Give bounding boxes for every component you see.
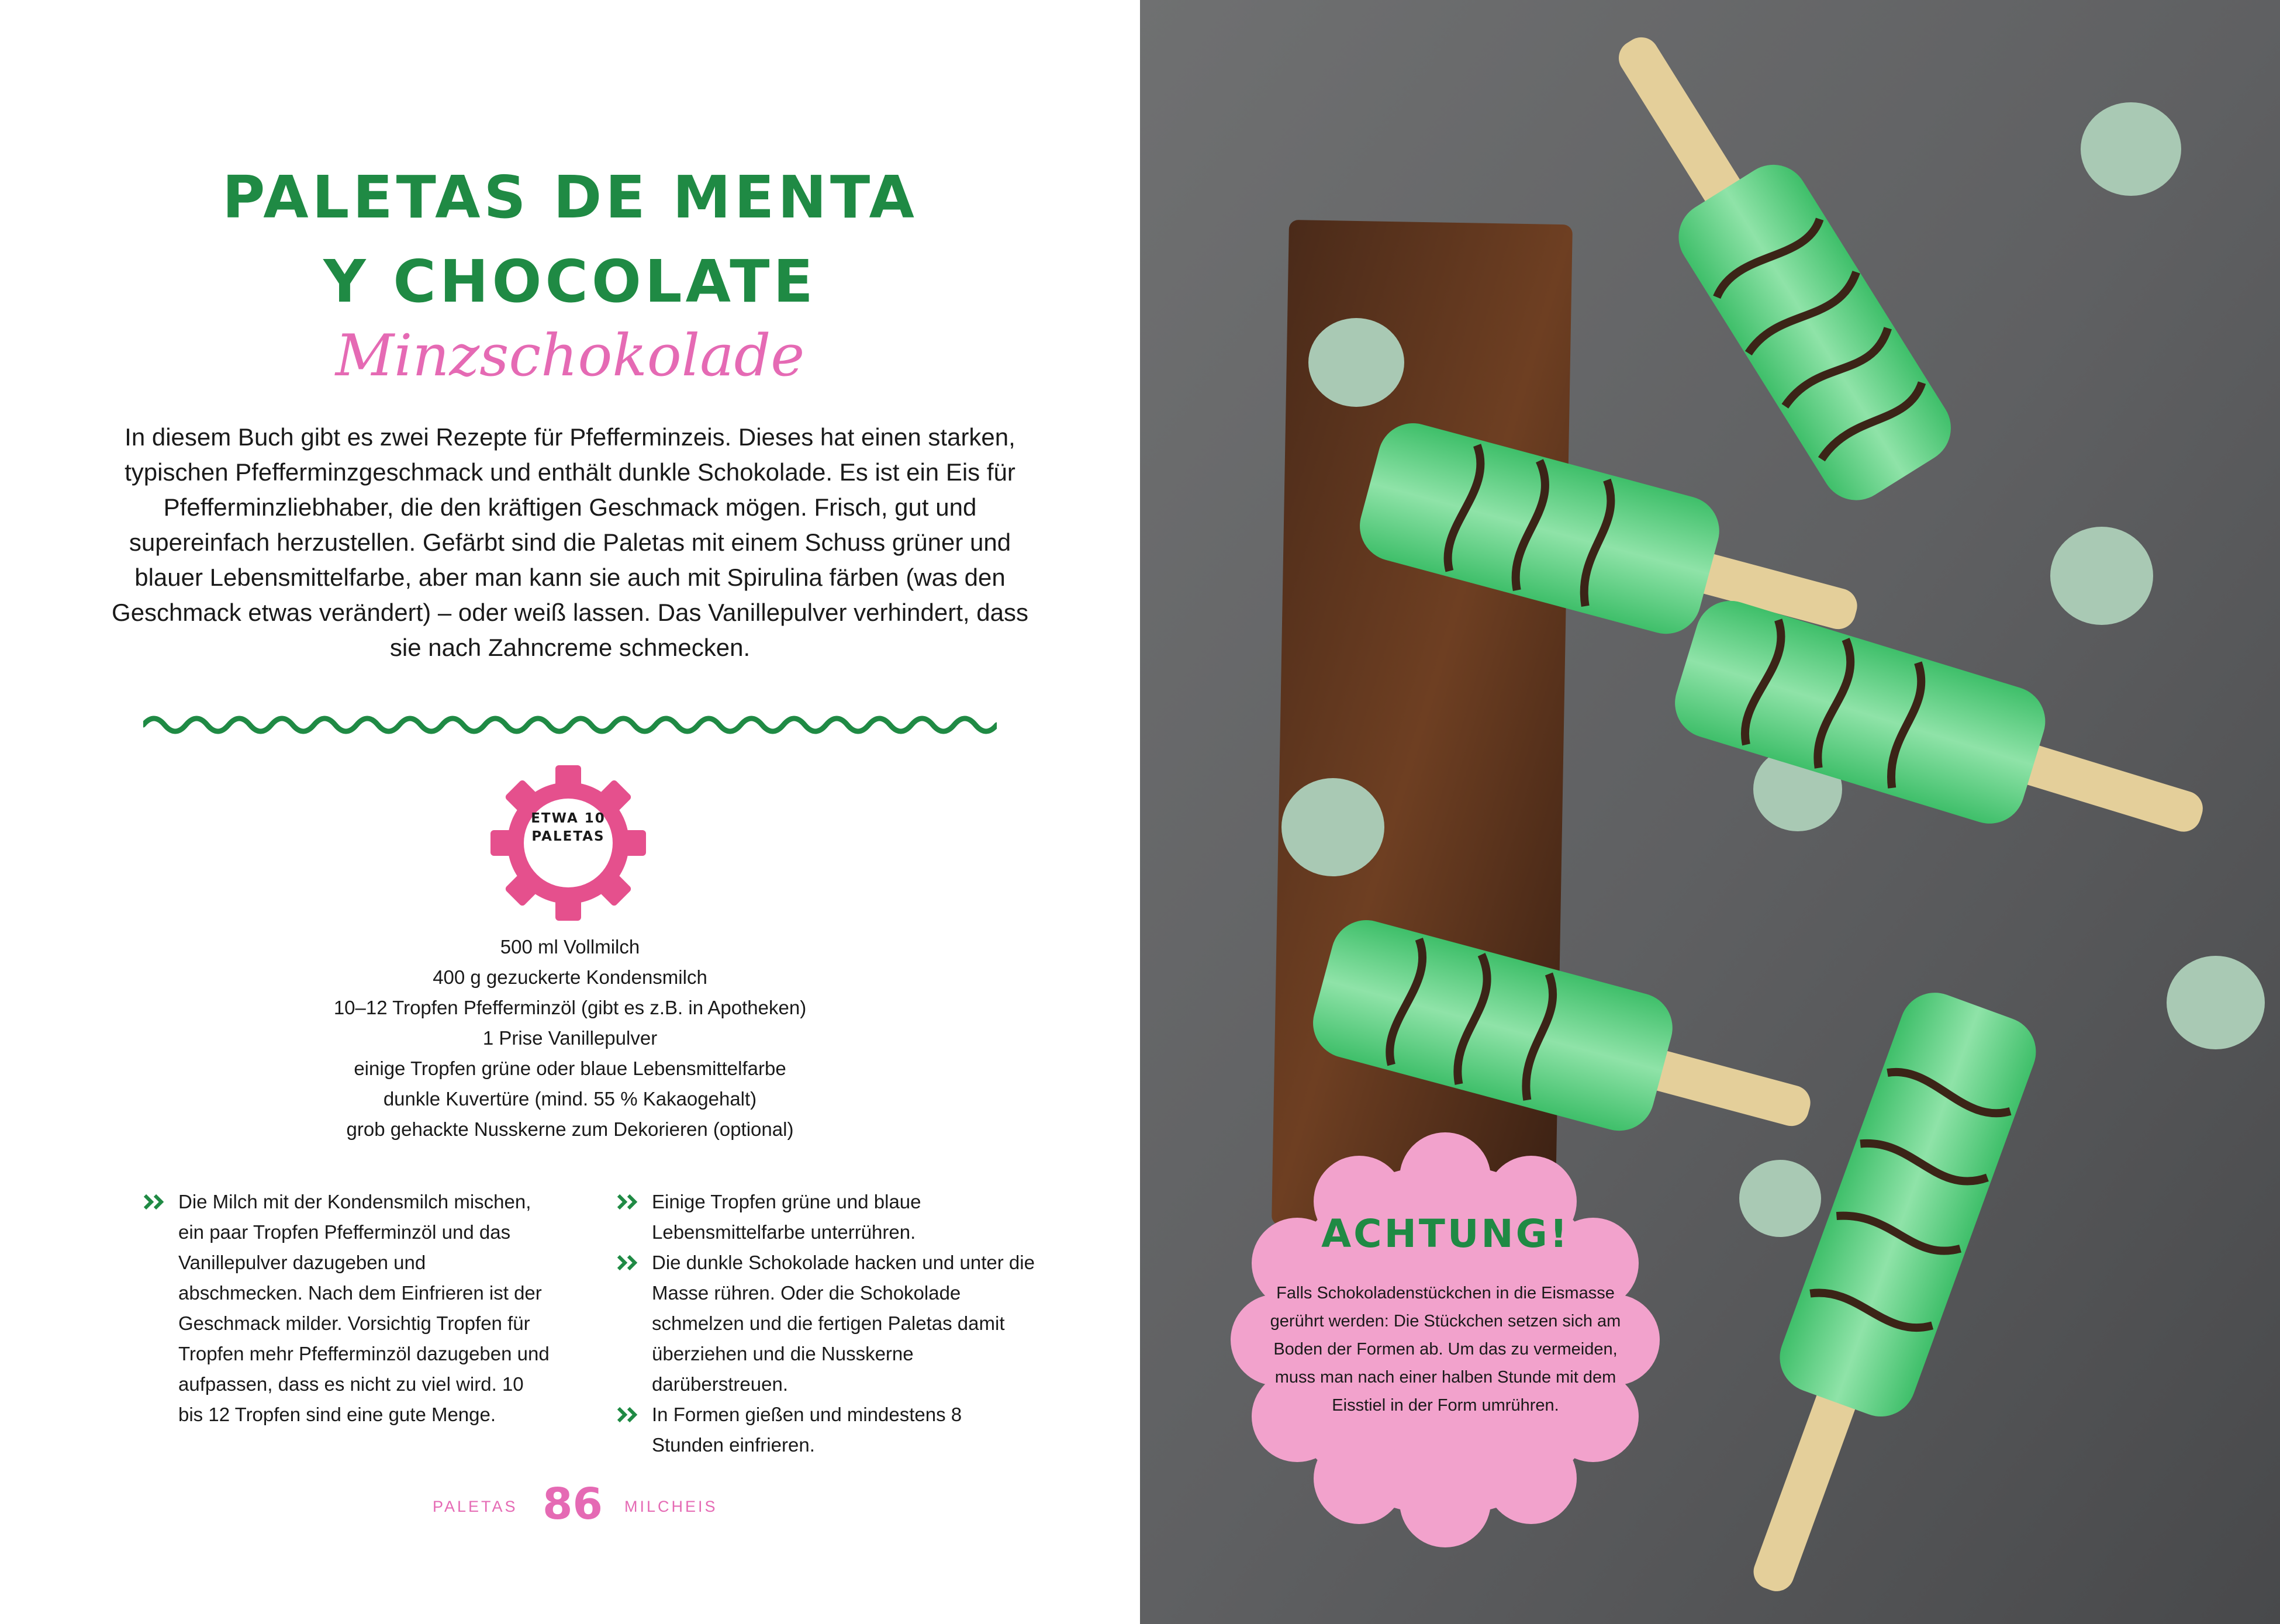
steps-column-left [143,1187,552,1430]
yield-line1: ETWA 10 [531,811,606,826]
ingredient-item: dunkle Kuvertüre (mind. 55 % Kakaogehalt) [383,1088,757,1110]
footer-section-right: MILCHEIS [624,1498,718,1515]
recipe-title-line2: Y CHOCOLATE [323,247,817,316]
ingredient-item: einige Tropfen grüne oder blaue Lebensmittelfarbe [354,1058,786,1079]
page-number: 86 [543,1479,603,1529]
steps-column-right [617,1187,1038,1460]
step-text: Einige Tropfen grüne und blaue Lebensmittelfarbe unterrühren. [652,1191,921,1243]
note-title: ACHTUNG! [1321,1211,1570,1256]
ingredient-item: 10–12 Tropfen Pfefferminzöl (gibt es z.B. in Apotheken) [333,997,807,1018]
step-item [143,1187,552,1430]
step-item [617,1248,1038,1400]
ingredient-item: 500 ml Vollmilch [500,936,640,958]
step-item [617,1400,1038,1460]
step-text: In Formen gießen und mindestens 8 Stunden einfrieren. [652,1404,962,1456]
yield-line2: PALETAS [531,829,605,844]
recipe-title-line1: PALETAS DE MENTA [222,163,918,231]
step-item [617,1187,1038,1248]
double-chevron-right-icon [143,1194,169,1210]
ingredient-item: 1 Prise Vanillepulver [482,1027,658,1049]
double-chevron-right-icon [617,1194,642,1210]
recipe-intro: In diesem Buch gibt es zwei Rezepte für Pfefferminzeis. Dieses hat einen starken, typischen Pfefferminzgeschmack und enthält dunkle Schokolade. Es ist ein Eis für Pfefferminzliebhaber, die den kräftigen Geschmack mögen. Frisch, gut und supereinfach herzustellen. Gefärbt sind die Paletas mit einem Schuss grüner und blauer Lebensmittelfarbe, aber man kann sie auch mit Spirulina färben (was den Geschmack etwas verändert) – oder weiß lassen. Das Vanillepulver verhindert, dass sie nach Zahncreme schmecken. [112,423,1028,661]
yield-badge-label [487,810,650,846]
step-text: Die Milch mit der Kondensmilch mischen, ein paar Tropfen Pfefferminzöl und das Vanillepulver dazugeben und abschmecken. Nach dem Einfrieren ist der Geschmack milder. Vorsichtig Tropfen für Tropfen mehr Pfefferminzöl dazugeben und aufpassen, dass es nicht zu viel wird. 10 bis 12 Tropfen sind eine gute Menge. [178,1191,550,1425]
ingredient-item: grob gehackte Nusskerne zum Dekorieren (optional) [346,1118,794,1140]
ingredient-list [0,932,1140,1145]
double-chevron-right-icon [617,1407,642,1423]
step-text: Die dunkle Schokolade hacken und unter die Masse rühren. Oder die Schokolade schmelzen und die fertigen Paletas damit überziehen und die Nusskerne darüberstreuen. [652,1252,1035,1395]
wave-divider [143,707,997,742]
note-text: Falls Schokoladenstückchen in die Eismasse gerührt werden: Die Stückchen setzen sich am Boden der Formen ab. Um das zu vermeiden, muss man nach einer halben Stunde mit dem Eisstiel in der Form umrühren. [1270,1284,1621,1415]
footer-section-left: PALETAS [433,1498,518,1515]
ingredient-item: 400 g gezuckerte Kondensmilch [433,966,707,988]
recipe-subtitle: Minzschokolade [335,323,805,389]
double-chevron-right-icon [617,1255,642,1271]
